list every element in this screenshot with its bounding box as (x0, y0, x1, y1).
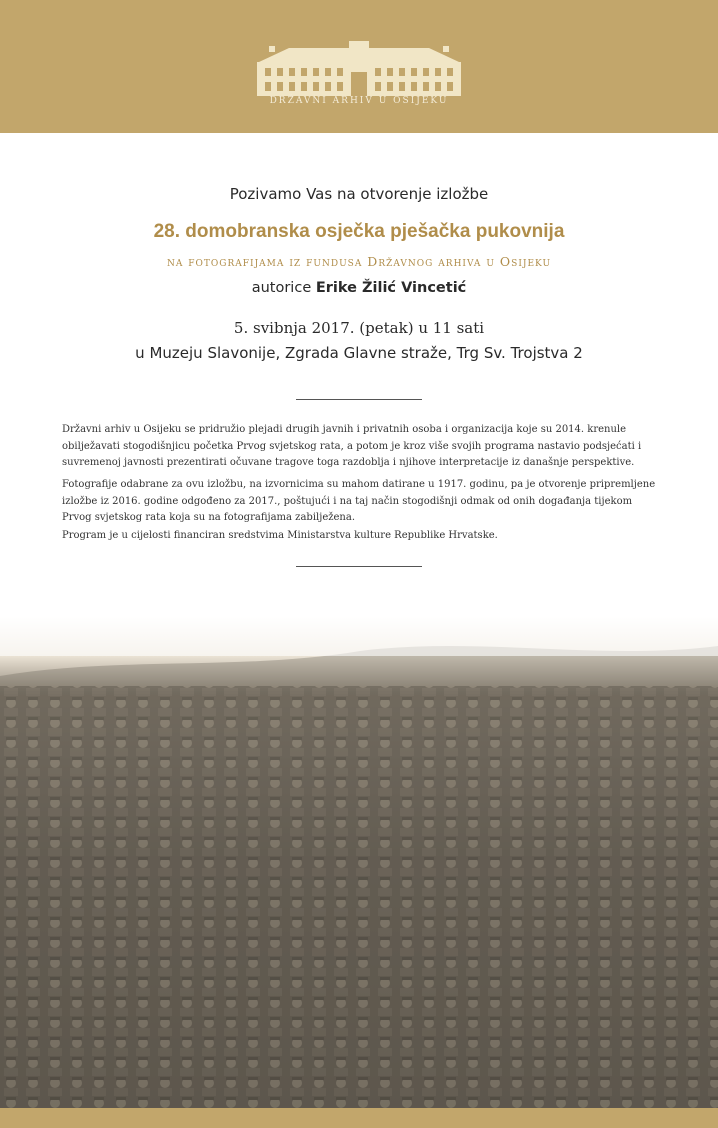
event-date: 5. svibnja 2017. (petak) u 11 sati (233, 319, 485, 337)
exhibition-title: 28. domobranska osječka pješačka pukovnija (153, 221, 565, 242)
exhibition-subtitle: na fotografijama iz fundusa Državnog arhiva u Osijeku (166, 254, 552, 269)
body-paragraph-2: Fotografije odabrane za ovu izložbu, na izvornicima su mahom datirane u 1917. godinu, pa je otvorenje pripremljene izložbe iz 2016. godine odgođeno za 2017., poštujući i na taj način stogodišnji odmak od onih događanja tijekom Prvog svjetskog rata koja su na fotografijama zabilježena. (62, 479, 656, 523)
body-paragraph-1: Državni arhiv u Osijeku se pridružio plejadi drugih javnih i privatnih osoba i organizacija koje su 2014. krenule obilježavati stogodišnjicu početka Prvog svjetskog rata, a potom je kroz više svojih programa nastavio podsjećati i suvremenoj javnosti prezentirati očuvane tragove toga razdoblja i njihove interpretacije iz današnje perspektive. (62, 424, 642, 468)
author-line (0, 280, 718, 296)
divider-top (296, 399, 422, 400)
body-paragraph-3: Program je u cijelosti financiran sredstvima Ministarstva kulture Republike Hrvatske. (62, 530, 498, 541)
invitation-intro: Pozivamo Vas na otvorenje izložbe (229, 185, 489, 203)
event-venue: u Muzeju Slavonije, Zgrada Glavne straže, Trg Sv. Trojstva 2 (135, 344, 583, 362)
header-bar (0, 0, 718, 133)
author-prefix: autorice (251, 280, 312, 296)
footer-bar (0, 1108, 718, 1128)
author-name: Erike Žilić Vincetić (315, 280, 467, 296)
group-of-soldiers-photo (0, 616, 718, 1108)
logo-text: DRŽAVNI ARHIV U OSIJEKU (269, 96, 449, 106)
divider-bottom (296, 566, 422, 567)
